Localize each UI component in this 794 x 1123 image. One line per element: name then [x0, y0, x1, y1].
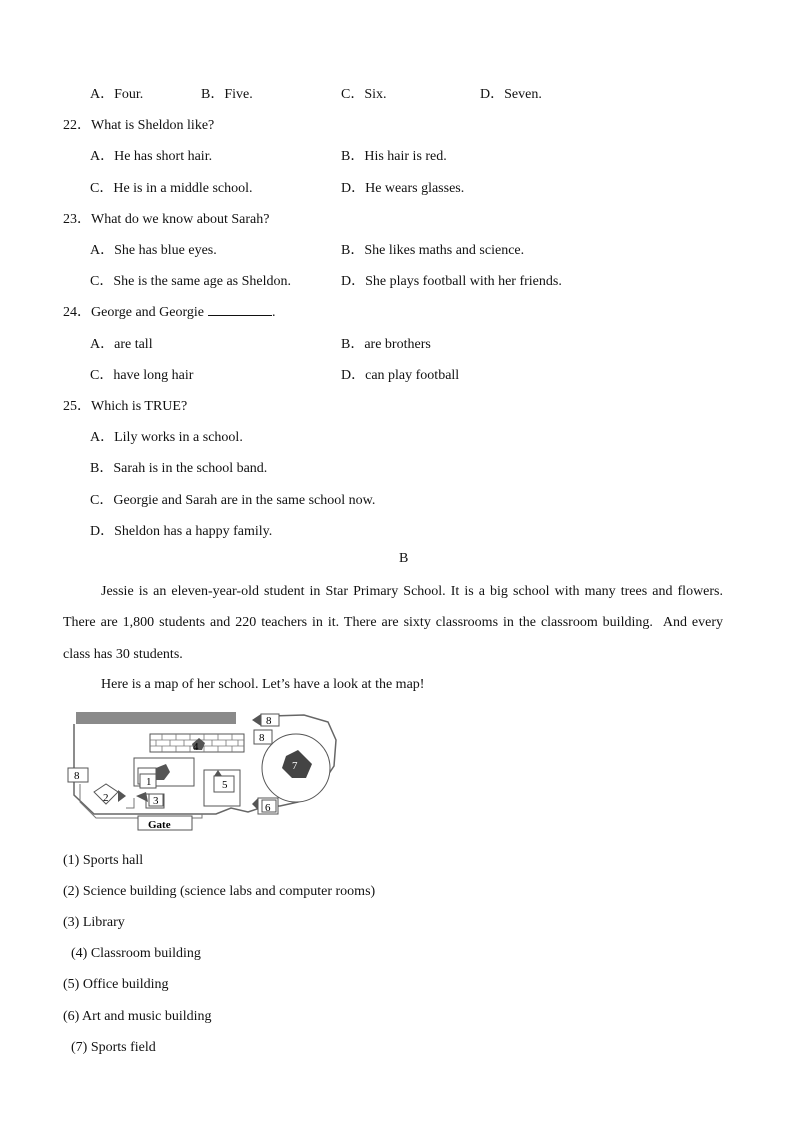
q25-stem: 25．Which is TRUE?	[63, 399, 188, 414]
section-b-heading: B	[399, 551, 409, 566]
q24-option-a[interactable]: A．are tall	[90, 337, 153, 352]
q23-stem: 23．What do we know about Sarah?	[63, 212, 270, 227]
legend-item-7: (7) Sports field	[71, 1040, 156, 1055]
map-marker-3: 3	[153, 795, 159, 807]
map-marker-4: 4	[193, 741, 199, 753]
q23-option-a[interactable]: A．She has blue eyes.	[90, 243, 217, 258]
map-marker-2: 2	[103, 792, 109, 804]
gate-label: Gate	[148, 819, 171, 831]
legend-item-1: (1) Sports hall	[63, 853, 144, 868]
q23-option-d[interactable]: D．She plays football with her friends.	[341, 274, 562, 289]
q22-option-b[interactable]: B．His hair is red.	[341, 149, 447, 164]
answer-blank[interactable]	[208, 314, 272, 316]
section-b-paragraph-2: Here is a map of her school. Let’s have a look at the map!	[101, 677, 425, 692]
q22-option-c[interactable]: C．He is in a middle school.	[90, 181, 253, 196]
legend-item-5: (5) Office building	[63, 977, 169, 992]
map-marker-7: 7	[292, 760, 298, 772]
q23-option-b[interactable]: B．She likes maths and science.	[341, 243, 525, 258]
map-marker-8: 8	[259, 732, 265, 744]
q24-stem-text: 24．George and Georgie	[63, 305, 204, 320]
map-marker-6: 6	[265, 802, 271, 814]
paragraph-1-end: And every class has 30 students.	[63, 615, 724, 662]
map-marker-1: 1	[146, 776, 152, 788]
q21-option-d[interactable]: D．Seven.	[480, 87, 542, 102]
q21-option-a[interactable]: A．Four.	[90, 87, 144, 102]
q23-option-c[interactable]: C．She is the same age as Sheldon.	[90, 274, 292, 289]
legend-item-2: (2) Science building (science labs and computer rooms)	[63, 884, 376, 899]
map-marker-5: 5	[222, 779, 228, 791]
legend-item-4: (4) Classroom building	[71, 946, 201, 961]
q24-stem-end: .	[272, 305, 276, 320]
q22-option-a[interactable]: A．He has short hair.	[90, 149, 213, 164]
q25-option-b[interactable]: B．Sarah is in the school band.	[90, 461, 268, 476]
map-marker-8: 8	[74, 770, 80, 782]
q24-option-d[interactable]: D．can play football	[341, 368, 460, 383]
q25-option-c[interactable]: C．Georgie and Sarah are in the same school now.	[90, 493, 376, 508]
map-marker-8: 8	[266, 715, 272, 727]
q21-option-c[interactable]: C．Six.	[341, 87, 387, 102]
q24-option-c[interactable]: C．have long hair	[90, 368, 194, 383]
q25-option-d[interactable]: D．Sheldon has a happy family.	[90, 524, 273, 539]
legend-item-3: (3) Library	[63, 915, 125, 930]
school-map	[66, 710, 342, 834]
paragraph-1-text: Jessie is an eleven-year-old student in Star Primary School. It is a big school with many trees and flowers. There are 1,800 students and 220 teachers in it. There are sixty classrooms in the classroom building.	[63, 584, 723, 631]
section-b-paragraph-1	[63, 576, 723, 670]
q22-stem: 22．What is Sheldon like?	[63, 118, 215, 133]
q21-option-b[interactable]: B．Five.	[201, 87, 253, 102]
q25-option-a[interactable]: A．Lily works in a school.	[90, 430, 243, 445]
map-top-band	[76, 712, 236, 724]
q22-option-d[interactable]: D．He wears glasses.	[341, 181, 465, 196]
q24-option-b[interactable]: B．are brothers	[341, 337, 431, 352]
legend-item-6: (6) Art and music building	[63, 1009, 212, 1024]
q24-stem	[63, 301, 276, 321]
